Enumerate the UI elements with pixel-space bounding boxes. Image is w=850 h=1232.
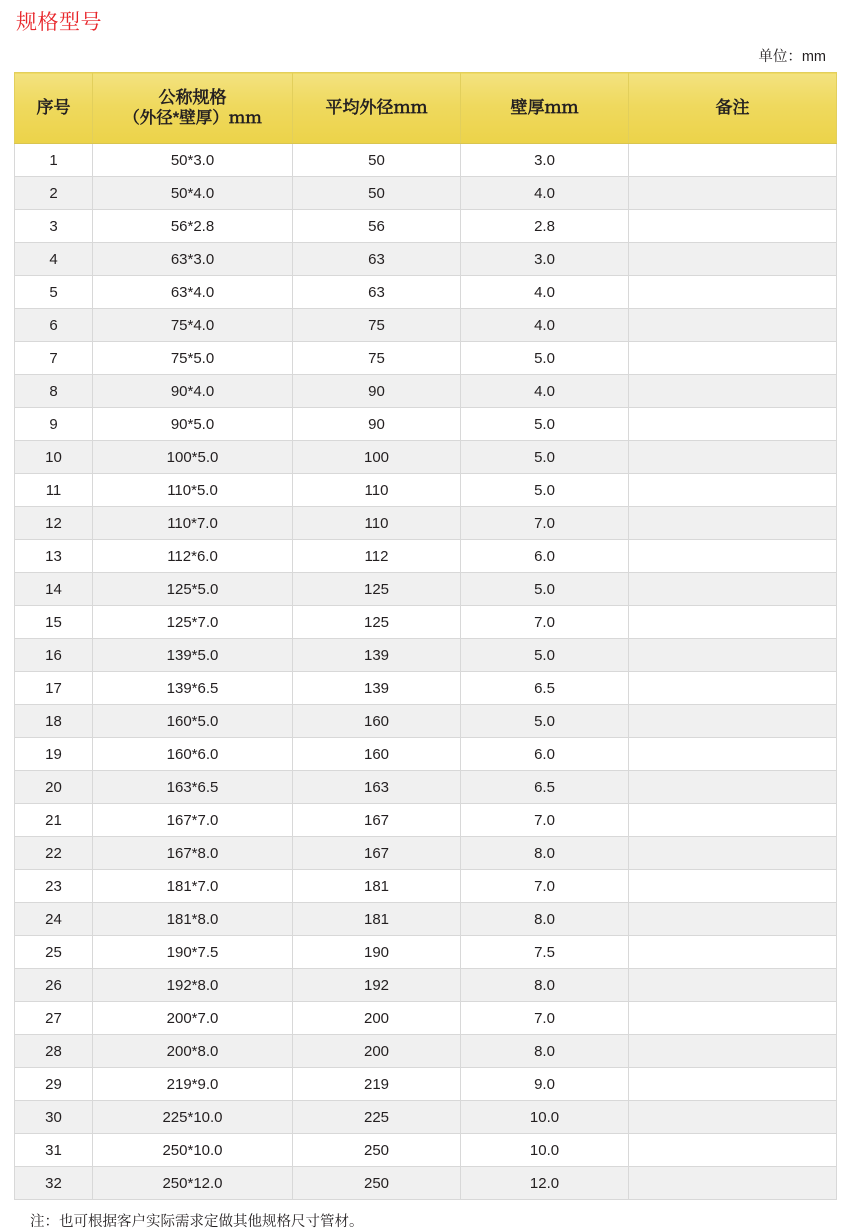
cell-remark (629, 243, 837, 276)
cell-remark (629, 738, 837, 771)
table-row (15, 474, 837, 507)
cell-outer-diameter: 200 (293, 1002, 461, 1035)
cell-outer-diameter: 190 (293, 936, 461, 969)
cell-spec: 181*8.0 (93, 903, 293, 936)
cell-remark (629, 705, 837, 738)
cell-remark (629, 672, 837, 705)
cell-spec: 110*7.0 (93, 507, 293, 540)
cell-spec: 75*5.0 (93, 342, 293, 375)
cell-spec: 200*7.0 (93, 1002, 293, 1035)
cell-wall-thickness: 4.0 (461, 309, 629, 342)
cell-no: 27 (15, 1002, 93, 1035)
cell-wall-thickness: 7.0 (461, 804, 629, 837)
table-row (15, 771, 837, 804)
cell-outer-diameter: 110 (293, 474, 461, 507)
cell-remark (629, 441, 837, 474)
cell-wall-thickness: 2.8 (461, 210, 629, 243)
cell-remark (629, 606, 837, 639)
cell-no: 19 (15, 738, 93, 771)
cell-remark (629, 375, 837, 408)
table-header-row (15, 73, 837, 144)
cell-outer-diameter: 192 (293, 969, 461, 1002)
cell-spec: 250*10.0 (93, 1134, 293, 1167)
table-row (15, 573, 837, 606)
cell-no: 1 (15, 144, 93, 177)
cell-wall-thickness: 6.0 (461, 540, 629, 573)
cell-wall-thickness: 10.0 (461, 1101, 629, 1134)
cell-spec: 90*5.0 (93, 408, 293, 441)
column-header-spec-line1: 公称规格 (158, 88, 227, 108)
cell-wall-thickness: 4.0 (461, 375, 629, 408)
cell-wall-thickness: 4.0 (461, 276, 629, 309)
table-row (15, 1035, 837, 1068)
cell-no: 21 (15, 804, 93, 837)
cell-remark (629, 342, 837, 375)
cell-spec: 200*8.0 (93, 1035, 293, 1068)
table-row (15, 1101, 837, 1134)
cell-no: 16 (15, 639, 93, 672)
cell-spec: 90*4.0 (93, 375, 293, 408)
cell-spec: 110*5.0 (93, 474, 293, 507)
cell-outer-diameter: 250 (293, 1134, 461, 1167)
table-row (15, 276, 837, 309)
column-header-no-line1: 序号 (36, 98, 71, 118)
cell-remark (629, 804, 837, 837)
table-row (15, 1134, 837, 1167)
cell-outer-diameter: 110 (293, 507, 461, 540)
page-title: 规格型号 (16, 11, 102, 34)
cell-outer-diameter: 139 (293, 672, 461, 705)
column-header-outer-diameter-line1: 平均外径ｍｍ (325, 98, 428, 118)
cell-no: 30 (15, 1101, 93, 1134)
table-row (15, 870, 837, 903)
cell-remark (629, 507, 837, 540)
cell-no: 9 (15, 408, 93, 441)
cell-outer-diameter: 225 (293, 1101, 461, 1134)
cell-spec: 181*7.0 (93, 870, 293, 903)
cell-spec: 112*6.0 (93, 540, 293, 573)
cell-spec: 63*3.0 (93, 243, 293, 276)
cell-spec: 192*8.0 (93, 969, 293, 1002)
column-header-spec (93, 73, 293, 144)
table-row (15, 441, 837, 474)
cell-outer-diameter: 167 (293, 804, 461, 837)
cell-wall-thickness: 5.0 (461, 705, 629, 738)
cell-outer-diameter: 63 (293, 243, 461, 276)
cell-remark (629, 1002, 837, 1035)
cell-no: 29 (15, 1068, 93, 1101)
cell-spec: 225*10.0 (93, 1101, 293, 1134)
table-row (15, 507, 837, 540)
cell-outer-diameter: 200 (293, 1035, 461, 1068)
cell-outer-diameter: 90 (293, 375, 461, 408)
cell-remark (629, 540, 837, 573)
cell-no: 17 (15, 672, 93, 705)
table-row (15, 210, 837, 243)
cell-spec: 100*5.0 (93, 441, 293, 474)
cell-no: 2 (15, 177, 93, 210)
cell-outer-diameter: 139 (293, 639, 461, 672)
cell-wall-thickness: 7.0 (461, 870, 629, 903)
cell-spec: 125*5.0 (93, 573, 293, 606)
column-header-spec-line2: （外径*壁厚）ｍｍ (123, 109, 262, 128)
cell-spec: 75*4.0 (93, 309, 293, 342)
cell-remark (629, 870, 837, 903)
cell-spec: 63*4.0 (93, 276, 293, 309)
cell-no: 22 (15, 837, 93, 870)
cell-remark (629, 408, 837, 441)
table-row (15, 243, 837, 276)
cell-wall-thickness: 4.0 (461, 177, 629, 210)
cell-wall-thickness: 7.0 (461, 606, 629, 639)
table-row (15, 606, 837, 639)
cell-wall-thickness: 6.5 (461, 771, 629, 804)
footnote: 注：也可根据客户实际需求定做其他规格尺寸管材。 (30, 1214, 364, 1230)
table-row (15, 705, 837, 738)
cell-spec: 160*6.0 (93, 738, 293, 771)
table-row (15, 738, 837, 771)
cell-outer-diameter: 100 (293, 441, 461, 474)
cell-wall-thickness: 8.0 (461, 969, 629, 1002)
table-row (15, 408, 837, 441)
cell-outer-diameter: 160 (293, 738, 461, 771)
cell-wall-thickness: 9.0 (461, 1068, 629, 1101)
column-header-wall-thickness-line1: 壁厚ｍｍ (510, 98, 579, 118)
table-row (15, 144, 837, 177)
cell-wall-thickness: 5.0 (461, 408, 629, 441)
cell-spec: 167*8.0 (93, 837, 293, 870)
cell-outer-diameter: 250 (293, 1167, 461, 1200)
table-row (15, 804, 837, 837)
cell-wall-thickness: 8.0 (461, 1035, 629, 1068)
cell-outer-diameter: 63 (293, 276, 461, 309)
table-row (15, 903, 837, 936)
column-header-remark-line1: 备注 (715, 98, 750, 118)
cell-wall-thickness: 8.0 (461, 837, 629, 870)
table-row (15, 672, 837, 705)
cell-remark (629, 309, 837, 342)
table-body (15, 144, 837, 1200)
cell-wall-thickness: 6.0 (461, 738, 629, 771)
cell-remark (629, 474, 837, 507)
table-row (15, 1068, 837, 1101)
cell-no: 20 (15, 771, 93, 804)
table-row (15, 177, 837, 210)
cell-outer-diameter: 167 (293, 837, 461, 870)
cell-wall-thickness: 6.5 (461, 672, 629, 705)
cell-no: 11 (15, 474, 93, 507)
cell-spec: 219*9.0 (93, 1068, 293, 1101)
column-header-outer-diameter (293, 73, 461, 144)
cell-spec: 56*2.8 (93, 210, 293, 243)
cell-wall-thickness: 5.0 (461, 342, 629, 375)
cell-wall-thickness: 5.0 (461, 441, 629, 474)
cell-remark (629, 144, 837, 177)
cell-spec: 50*3.0 (93, 144, 293, 177)
specification-table (14, 72, 837, 1200)
column-header-remark (629, 73, 837, 144)
cell-no: 25 (15, 936, 93, 969)
cell-no: 7 (15, 342, 93, 375)
cell-wall-thickness: 5.0 (461, 573, 629, 606)
cell-spec: 125*7.0 (93, 606, 293, 639)
cell-no: 12 (15, 507, 93, 540)
cell-no: 23 (15, 870, 93, 903)
cell-remark (629, 771, 837, 804)
cell-remark (629, 573, 837, 606)
cell-wall-thickness: 12.0 (461, 1167, 629, 1200)
table-row (15, 936, 837, 969)
cell-remark (629, 903, 837, 936)
cell-wall-thickness: 3.0 (461, 144, 629, 177)
cell-outer-diameter: 50 (293, 144, 461, 177)
cell-remark (629, 210, 837, 243)
cell-no: 8 (15, 375, 93, 408)
cell-remark (629, 1068, 837, 1101)
cell-remark (629, 639, 837, 672)
table-row (15, 375, 837, 408)
cell-spec: 139*6.5 (93, 672, 293, 705)
cell-no: 15 (15, 606, 93, 639)
column-header-no (15, 73, 93, 144)
cell-wall-thickness: 5.0 (461, 474, 629, 507)
cell-outer-diameter: 56 (293, 210, 461, 243)
cell-outer-diameter: 181 (293, 870, 461, 903)
cell-no: 6 (15, 309, 93, 342)
table-header (15, 73, 837, 144)
cell-no: 3 (15, 210, 93, 243)
cell-wall-thickness: 8.0 (461, 903, 629, 936)
unit-label: 单位：mm (758, 49, 826, 65)
cell-outer-diameter: 160 (293, 705, 461, 738)
table-row (15, 1002, 837, 1035)
cell-outer-diameter: 75 (293, 309, 461, 342)
cell-no: 4 (15, 243, 93, 276)
cell-no: 26 (15, 969, 93, 1002)
cell-remark (629, 1167, 837, 1200)
table-row (15, 309, 837, 342)
cell-spec: 190*7.5 (93, 936, 293, 969)
cell-wall-thickness: 3.0 (461, 243, 629, 276)
cell-remark (629, 1035, 837, 1068)
cell-remark (629, 276, 837, 309)
cell-remark (629, 969, 837, 1002)
cell-no: 28 (15, 1035, 93, 1068)
column-header-wall-thickness (461, 73, 629, 144)
cell-outer-diameter: 75 (293, 342, 461, 375)
cell-outer-diameter: 125 (293, 606, 461, 639)
cell-outer-diameter: 50 (293, 177, 461, 210)
cell-wall-thickness: 7.0 (461, 1002, 629, 1035)
cell-spec: 250*12.0 (93, 1167, 293, 1200)
cell-spec: 163*6.5 (93, 771, 293, 804)
cell-outer-diameter: 112 (293, 540, 461, 573)
table-row (15, 969, 837, 1002)
cell-no: 10 (15, 441, 93, 474)
cell-outer-diameter: 163 (293, 771, 461, 804)
cell-wall-thickness: 7.5 (461, 936, 629, 969)
cell-no: 24 (15, 903, 93, 936)
cell-outer-diameter: 125 (293, 573, 461, 606)
cell-wall-thickness: 5.0 (461, 639, 629, 672)
cell-spec: 167*7.0 (93, 804, 293, 837)
cell-remark (629, 177, 837, 210)
cell-outer-diameter: 219 (293, 1068, 461, 1101)
cell-no: 31 (15, 1134, 93, 1167)
cell-outer-diameter: 90 (293, 408, 461, 441)
table-row (15, 540, 837, 573)
cell-remark (629, 837, 837, 870)
table-row (15, 837, 837, 870)
cell-remark (629, 1134, 837, 1167)
cell-remark (629, 936, 837, 969)
cell-no: 13 (15, 540, 93, 573)
cell-no: 32 (15, 1167, 93, 1200)
cell-no: 14 (15, 573, 93, 606)
table-row (15, 1167, 837, 1200)
table-row (15, 639, 837, 672)
cell-no: 5 (15, 276, 93, 309)
cell-remark (629, 1101, 837, 1134)
cell-wall-thickness: 7.0 (461, 507, 629, 540)
cell-wall-thickness: 10.0 (461, 1134, 629, 1167)
cell-spec: 160*5.0 (93, 705, 293, 738)
cell-spec: 50*4.0 (93, 177, 293, 210)
cell-outer-diameter: 181 (293, 903, 461, 936)
cell-no: 18 (15, 705, 93, 738)
table-row (15, 342, 837, 375)
cell-spec: 139*5.0 (93, 639, 293, 672)
